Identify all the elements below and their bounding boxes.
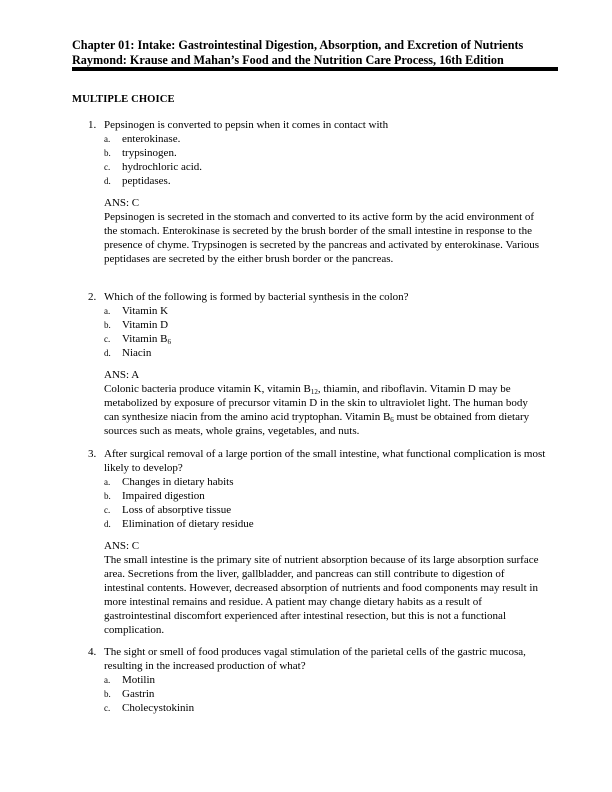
question-4	[88, 645, 558, 715]
choice-letter: c.	[104, 505, 111, 515]
answer-key: ANS: C	[104, 540, 140, 552]
question-3	[88, 447, 558, 637]
rationale-part: must be obtained from dietary sources such as meats, whole grains, vegetables, and nuts.	[104, 411, 530, 437]
question-number: 3.	[88, 448, 97, 460]
choice-letter: b.	[104, 148, 111, 158]
choice-text: Vitamin D	[122, 319, 169, 331]
choice-b	[104, 489, 558, 503]
choice-b	[104, 146, 558, 160]
choice-text: Niacin	[122, 347, 152, 359]
choice-letter: a.	[104, 306, 111, 316]
choice-d	[104, 517, 558, 531]
choice-letter: b.	[104, 491, 111, 501]
choice-letter: a.	[104, 134, 111, 144]
choice-b	[104, 687, 558, 701]
rationale: Pepsinogen is secreted in the stomach and converted to its active form by the acid environment of the stomach. Enterokinase is secreted by the brush border of the small intestine in response to the presence of chyme. Trypsinogen is secreted by the pancreas and activated by enterokinase. Various peptidases are secreted by the either brush border or the pancreas.	[104, 211, 540, 265]
choice-a	[104, 475, 558, 489]
question-2	[88, 290, 558, 438]
question-stem: Which of the following is formed by bacterial synthesis in the colon?	[104, 291, 409, 303]
choice-text: Cholecystokinin	[122, 702, 195, 714]
answer-key: ANS: A	[104, 369, 140, 381]
choice-c	[104, 160, 558, 174]
choice-text: Gastrin	[122, 688, 155, 700]
section-title: MULTIPLE CHOICE	[72, 94, 175, 105]
choice-c	[104, 332, 558, 346]
choice-text: Loss of absorptive tissue	[122, 504, 232, 516]
choice-letter: d.	[104, 348, 111, 358]
choice-text: enterokinase.	[122, 133, 181, 145]
choice-d	[104, 174, 558, 188]
choice-c	[104, 701, 558, 715]
choice-letter: a.	[104, 675, 111, 685]
choice-text: Vitamin K	[122, 305, 169, 317]
choice-text: hydrochloric acid.	[122, 161, 203, 173]
choice-text: trypsinogen.	[122, 147, 177, 159]
choice-letter: a.	[104, 477, 111, 487]
choice-b	[104, 318, 558, 332]
choice-text-main: Vitamin B	[122, 333, 168, 345]
choice-letter: b.	[104, 689, 111, 699]
choice-text	[122, 332, 171, 346]
choice-d	[104, 346, 558, 360]
choice-a	[104, 304, 558, 318]
subscript: 12	[310, 388, 318, 396]
question-number: 1.	[88, 119, 97, 131]
rationale: The small intestine is the primary site of nutrient absorption because of its large absorption surface area. Secretions from the liver, gallbladder, and pancreas can still contribute to digestion of intestinal contents. However, decreased absorption of nutrients and food components may result in more intestinal remains and residue. A patient may change dietary habits as a result of gastrointestinal discomfort experienced after intestinal resection, but this is not a functional complication.	[104, 554, 539, 636]
choice-text: peptidases.	[122, 175, 171, 187]
choice-a	[104, 132, 558, 146]
question-stem: The sight or smell of food produces vagal stimulation of the parietal cells of the gastric mucosa, resulting in the increased production of what?	[104, 646, 526, 672]
question-stem: After surgical removal of a large portion of the small intestine, what functional complication is most likely to develop?	[104, 448, 546, 474]
subscript: 6	[167, 338, 171, 346]
rationale	[104, 382, 544, 438]
choice-letter: d.	[104, 519, 111, 529]
question-1	[88, 118, 558, 266]
choice-text: Elimination of dietary residue	[122, 518, 254, 530]
page-header	[72, 38, 552, 68]
rationale-part: Colonic bacteria produce vitamin K, vitamin B	[104, 383, 311, 395]
answer-key: ANS: C	[104, 197, 140, 209]
chapter-title: Chapter 01: Intake: Gastrointestinal Digestion, Absorption, and Excretion of Nutrients	[72, 38, 524, 52]
question-number: 2.	[88, 291, 97, 303]
book-title: Raymond: Krause and Mahan’s Food and the Nutrition Care Process, 16th Edition	[72, 53, 504, 67]
rationale-part: , thiamin, and riboflavin. Vitamin D may be metabolized by exposure of precursor vitamin D in the skin to ultraviolet light. The human body can synthesize niacin from the amino acid tryptophan. Vitamin B	[104, 383, 528, 423]
subscript: 6	[390, 416, 394, 424]
choice-letter: c.	[104, 703, 111, 713]
choice-text: Impaired digestion	[122, 490, 205, 502]
question-number: 4.	[88, 646, 97, 658]
choice-text: Motilin	[122, 674, 156, 686]
choice-text: Changes in dietary habits	[122, 476, 234, 488]
header-rule	[72, 67, 558, 71]
choice-a	[104, 673, 558, 687]
choice-c	[104, 503, 558, 517]
choice-letter: c.	[104, 162, 111, 172]
choice-letter: c.	[104, 334, 111, 344]
choice-letter: b.	[104, 320, 111, 330]
question-stem: Pepsinogen is converted to pepsin when it comes in contact with	[104, 119, 389, 131]
choice-letter: d.	[104, 176, 111, 186]
